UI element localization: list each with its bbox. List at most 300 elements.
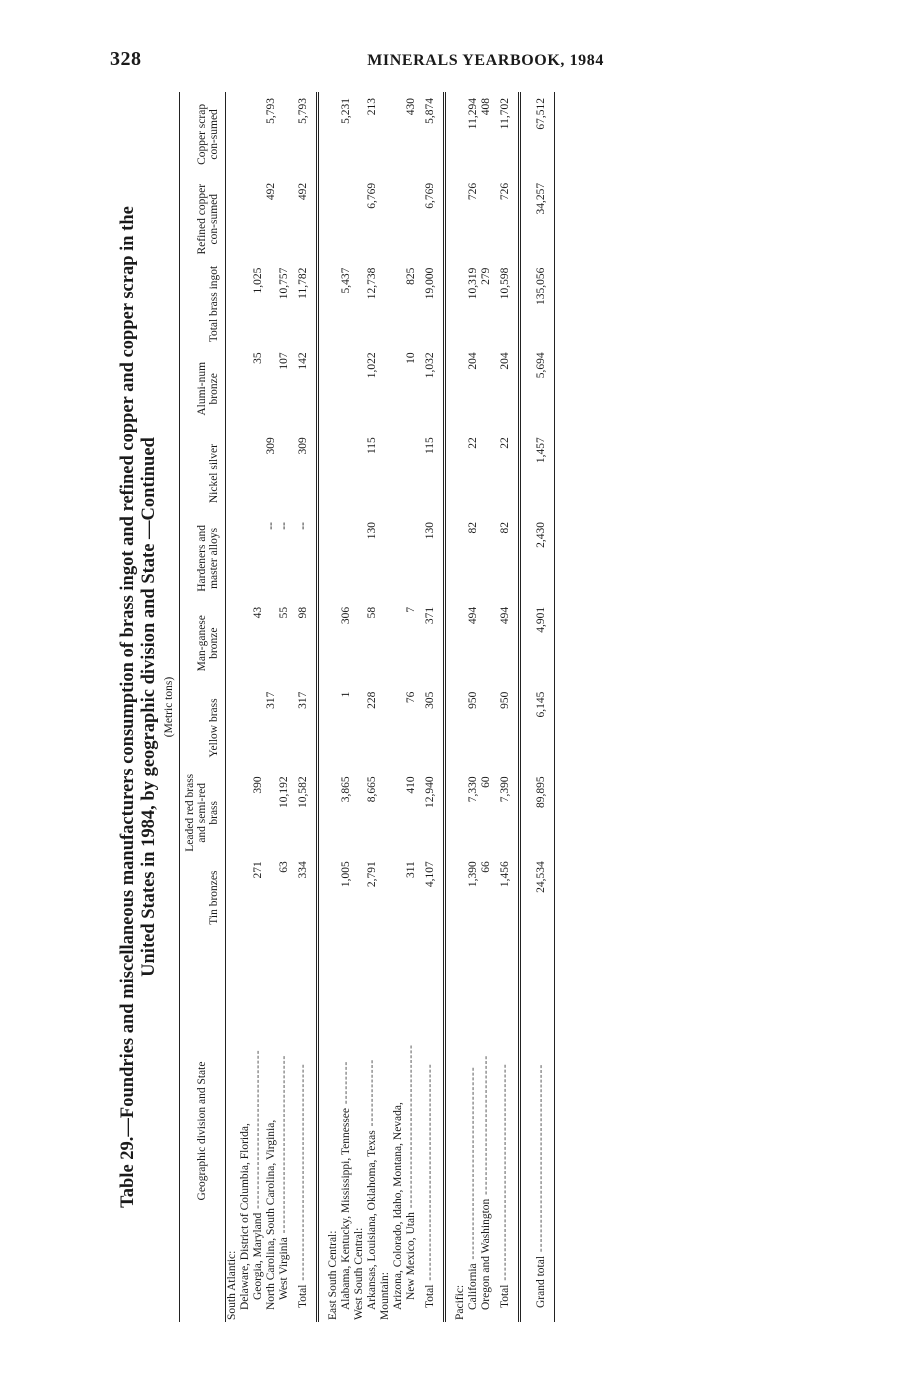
table-cell: 135,056 — [529, 262, 555, 347]
table-cell — [392, 770, 405, 855]
table-cell: 2,791 — [366, 861, 378, 888]
column-header: Copper scrap con-sumed — [180, 92, 226, 177]
table-cell — [340, 431, 353, 516]
table-cell: 1,025 — [252, 267, 264, 294]
column-header: Man-ganese bronze — [180, 601, 226, 686]
table-row — [353, 92, 366, 1322]
table-cell — [226, 92, 240, 177]
row-label-text: West South Central: — [353, 1227, 365, 1320]
table-cell — [392, 346, 405, 431]
table-cell — [327, 601, 340, 686]
row-label-text: California — [467, 1263, 479, 1310]
spacer-cell — [520, 516, 530, 601]
spacer-cell — [520, 855, 530, 940]
row-label-text: South Atlantic: — [226, 1250, 238, 1320]
table-cell — [239, 177, 252, 262]
table-cell: 130 — [418, 516, 445, 601]
table-cell — [278, 92, 291, 177]
table-cell — [239, 686, 252, 771]
spacer-cell — [318, 686, 328, 771]
table-cell — [239, 431, 252, 516]
row-label-text: Total — [297, 1284, 309, 1308]
spacer-cell — [445, 601, 455, 686]
table-cell — [340, 346, 353, 431]
table-cell: 55 — [278, 606, 290, 619]
dot-leader: --------------------------------- — [252, 1049, 264, 1213]
table-cell: 371 — [418, 601, 445, 686]
table-cell — [327, 770, 340, 855]
table-row — [366, 92, 379, 1322]
row-label — [379, 940, 392, 1322]
total-row — [493, 92, 520, 1322]
row-label-text: Arkansas, Louisiana, Oklahoma, Texas — [366, 1130, 378, 1310]
table-cell: 6,769 — [418, 177, 445, 262]
table-row — [340, 92, 353, 1322]
table-cell — [353, 177, 366, 262]
table-cell: 82 — [493, 516, 520, 601]
table-cell: 24,534 — [529, 855, 555, 940]
table-cell: 142 — [291, 346, 318, 431]
total-row — [529, 92, 555, 1322]
page-header — [110, 48, 604, 71]
row-label — [418, 940, 445, 1322]
dot-leader: ---------------------------------- — [405, 1044, 417, 1213]
table-cell: 89,895 — [529, 770, 555, 855]
table-cell: 130 — [366, 522, 378, 540]
table-cell — [265, 346, 278, 431]
row-label-text: Georgia, Maryland — [252, 1212, 264, 1300]
table-cell — [392, 516, 405, 601]
column-header: Alumi-num bronze — [180, 346, 226, 431]
table-body — [226, 92, 555, 1322]
table-cell: 2,430 — [529, 516, 555, 601]
table-cell: 10 — [405, 352, 417, 364]
table-cell — [379, 262, 392, 347]
table-cell: 5,793 — [265, 98, 277, 124]
table-cell — [327, 686, 340, 771]
table-cell: 107 — [278, 352, 290, 370]
table-cell — [265, 770, 278, 855]
table-cell — [265, 262, 278, 347]
table-cell — [454, 516, 467, 601]
spacer-cell — [520, 940, 530, 1322]
spacer-cell — [318, 262, 328, 347]
row-label-text: New Mexico, Utah — [405, 1212, 417, 1300]
spacer-cell — [445, 346, 455, 431]
table-cell — [239, 516, 252, 601]
table-cell — [454, 601, 467, 686]
table-cell: 8,665 — [366, 776, 378, 803]
table-cell — [480, 346, 493, 431]
table-cell: 279 — [480, 267, 492, 285]
table-cell — [353, 770, 366, 855]
table-cell: 10,582 — [291, 770, 318, 855]
row-label-text: West Virginia — [278, 1237, 290, 1300]
table-cell: 317 — [265, 691, 277, 709]
table-cell — [327, 346, 340, 431]
table-cell — [226, 686, 240, 771]
table-cell — [265, 601, 278, 686]
table-cell — [252, 92, 265, 177]
spacer-cell — [318, 92, 328, 177]
table-cell: 34,257 — [529, 177, 555, 262]
table-cell — [226, 770, 240, 855]
table-cell — [340, 177, 353, 262]
table-cell: 317 — [291, 686, 318, 771]
table-cell — [226, 431, 240, 516]
table-cell — [392, 262, 405, 347]
table-cell — [278, 177, 291, 262]
spacer-row — [520, 92, 530, 1322]
column-header: Geographic division and State — [180, 940, 226, 1322]
table-caption — [118, 92, 175, 1322]
table-cell: 494 — [467, 606, 479, 625]
column-header: Nickel silver — [180, 431, 226, 516]
spacer-cell — [520, 431, 530, 516]
table-cell — [239, 92, 252, 177]
table-cell — [340, 516, 353, 601]
table-cell — [278, 431, 291, 516]
spacer-cell — [445, 262, 455, 347]
table-cell: 1,457 — [529, 431, 555, 516]
table-cell: -- — [265, 522, 277, 530]
table-cell: 213 — [366, 98, 378, 116]
row-label-text: Total — [499, 1284, 511, 1308]
row-label-text: Mountain: — [379, 1272, 391, 1320]
table-cell: 12,738 — [366, 267, 378, 300]
row-label — [493, 940, 520, 1322]
table-cell — [480, 516, 493, 601]
column-header: Leaded red brass and semi-red brass — [180, 770, 226, 855]
table-cell — [327, 262, 340, 347]
table-cell: 10,598 — [493, 262, 520, 347]
table-cell — [353, 516, 366, 601]
table-cell: 115 — [418, 431, 445, 516]
total-row — [418, 92, 445, 1322]
table-cell — [278, 686, 291, 771]
table-cell: 7 — [405, 606, 417, 613]
table-cell: 22 — [493, 431, 520, 516]
table-cell — [379, 601, 392, 686]
table-cell: 950 — [493, 686, 520, 771]
spacer-row — [445, 92, 455, 1322]
spacer-cell — [520, 346, 530, 431]
table-cell: 11,782 — [291, 262, 318, 347]
table-cell: 410 — [405, 776, 417, 794]
spacer-row — [318, 92, 328, 1322]
table-cell: 271 — [252, 861, 264, 879]
table-row — [278, 92, 291, 1322]
table-cell — [353, 431, 366, 516]
table-row — [480, 92, 493, 1322]
row-label-text: Arizona, Colorado, Idaho, Montana, Nevada, — [392, 1102, 404, 1310]
row-label — [239, 940, 252, 1322]
table-cell: 228 — [366, 691, 378, 709]
spacer-cell — [318, 855, 328, 940]
table-cell: 5,793 — [291, 92, 318, 177]
table-cell — [239, 855, 252, 940]
table-cell: 306 — [340, 606, 352, 625]
table-cell: 19,000 — [418, 262, 445, 347]
table-cell: 63 — [278, 861, 290, 873]
table-cell — [353, 601, 366, 686]
row-label-text: Oregon and Washington — [480, 1198, 492, 1310]
table-unit: (Metric tons) — [163, 676, 175, 738]
table-cell — [392, 92, 405, 177]
table-cell — [480, 601, 493, 686]
table-cell — [379, 855, 392, 940]
spacer-cell — [520, 92, 530, 177]
row-label-text: Pacific: — [454, 1284, 466, 1320]
table-cell: 311 — [405, 861, 417, 879]
table-cell: 204 — [467, 352, 479, 370]
table-cell: 4,901 — [529, 601, 555, 686]
running-head: MINERALS YEARBOOK, 1984 — [367, 52, 604, 69]
table-cell: 1,022 — [366, 352, 378, 379]
table-header-row — [180, 92, 226, 1322]
row-label-text: North Carolina, South Carolina, Virginia, — [265, 1119, 277, 1310]
table-cell: 76 — [405, 691, 417, 704]
spacer-cell — [445, 686, 455, 771]
table-cell — [239, 770, 252, 855]
dot-leader: --------------------------------------------- — [424, 1063, 436, 1285]
spacer-cell — [445, 177, 455, 262]
table-row — [379, 92, 392, 1322]
table-cell: 10,757 — [278, 267, 290, 300]
table-cell — [454, 262, 467, 347]
table-row — [239, 92, 252, 1322]
row-label — [405, 940, 418, 1322]
table-cell — [392, 601, 405, 686]
table-row — [392, 92, 405, 1322]
table-cell: 115 — [366, 437, 378, 455]
row-label-text: Grand total — [535, 1255, 547, 1308]
spacer-cell — [318, 601, 328, 686]
row-label — [480, 940, 493, 1322]
column-header: Refined copper con-sumed — [180, 177, 226, 262]
row-label-text: Delaware, District of Columbia, Florida, — [239, 1123, 251, 1310]
table-cell — [392, 177, 405, 262]
table-title: Table 29.—Foundries and miscellaneous manufacturers consumption of brass ingot and refined copper and copper scrap in the United States in 1984, by geographic division and State —Continued — [118, 206, 159, 1208]
table-cell — [265, 855, 278, 940]
table-cell: 98 — [291, 601, 318, 686]
table-cell — [454, 686, 467, 771]
table-cell — [239, 262, 252, 347]
table-cell — [327, 431, 340, 516]
spacer-cell — [318, 940, 328, 1322]
row-label — [265, 940, 278, 1322]
table-cell — [226, 346, 240, 431]
column-header: Total brass ingot — [180, 262, 226, 347]
row-label — [278, 940, 291, 1322]
table-cell — [480, 431, 493, 516]
row-label — [366, 940, 379, 1322]
table-cell: 726 — [467, 182, 479, 201]
column-header: Yellow brass — [180, 686, 226, 771]
table-cell: 334 — [291, 855, 318, 940]
table-cell: 12,940 — [418, 770, 445, 855]
spacer-cell — [445, 940, 455, 1322]
table-cell — [405, 177, 418, 262]
spacer-cell — [318, 770, 328, 855]
table-cell — [226, 516, 240, 601]
table-cell: 305 — [418, 686, 445, 771]
table-cell — [379, 346, 392, 431]
spacer-cell — [520, 686, 530, 771]
table-cell: 11,702 — [493, 92, 520, 177]
rotated-table-block — [118, 92, 608, 1322]
table-cell: 1 — [340, 691, 352, 698]
table-cell: 7,330 — [467, 776, 479, 803]
spacer-cell — [445, 431, 455, 516]
dot-leader: --------------------------------------------- — [297, 1063, 309, 1285]
spacer-cell — [520, 262, 530, 347]
dot-leader: ------------------------------------- — [278, 1054, 290, 1238]
table-cell: 825 — [405, 267, 417, 285]
table-cell — [239, 601, 252, 686]
table-cell: 390 — [252, 776, 264, 794]
table-cell — [454, 177, 467, 262]
table-cell: 726 — [493, 177, 520, 262]
table-cell: 204 — [493, 346, 520, 431]
table-cell — [392, 431, 405, 516]
table-cell — [252, 431, 265, 516]
table-cell: 11,294 — [467, 98, 479, 130]
table-cell: 5,231 — [340, 98, 352, 124]
table-cell — [327, 177, 340, 262]
table-cell — [252, 516, 265, 601]
dot-leader: --------------------------------------------- — [499, 1063, 511, 1285]
table-cell — [392, 855, 405, 940]
spacer-cell — [445, 92, 455, 177]
table-cell: 492 — [265, 182, 277, 201]
table-cell — [226, 177, 240, 262]
table-cell: 1,005 — [340, 861, 352, 888]
dot-leader: -------------- — [366, 1058, 378, 1131]
table-cell: 7,390 — [493, 770, 520, 855]
table-cell: 494 — [493, 601, 520, 686]
row-label — [353, 940, 366, 1322]
table-cell — [454, 770, 467, 855]
table-row — [327, 92, 340, 1322]
table-cell: 60 — [480, 776, 492, 788]
table-cell — [252, 686, 265, 771]
spacer-cell — [318, 346, 328, 431]
table-cell: 43 — [252, 606, 264, 619]
table-cell — [327, 516, 340, 601]
table-cell: 35 — [252, 352, 264, 364]
table-row — [454, 92, 467, 1322]
consumption-table — [179, 92, 555, 1322]
table-cell — [239, 346, 252, 431]
table-cell: 950 — [467, 691, 479, 709]
table-cell — [405, 516, 418, 601]
row-label — [467, 940, 480, 1322]
dot-leader: ---------------------------------------- — [467, 1066, 479, 1264]
spacer-cell — [520, 770, 530, 855]
table-cell: 6,769 — [366, 182, 378, 209]
table-cell: 1,032 — [418, 346, 445, 431]
table-row — [405, 92, 418, 1322]
row-label-text: Alabama, Kentucky, Mississippi, Tennessee — [340, 1107, 352, 1310]
table-cell: 58 — [366, 606, 378, 619]
table-row — [265, 92, 278, 1322]
table-cell: 66 — [480, 861, 492, 873]
table-cell: 492 — [291, 177, 318, 262]
row-label — [340, 940, 353, 1322]
table-cell: 82 — [467, 522, 479, 534]
table-cell — [353, 262, 366, 347]
table-row — [252, 92, 265, 1322]
table-cell: 1,390 — [467, 861, 479, 888]
dot-leader: --------------------------------------- — [535, 1063, 547, 1256]
table-cell: 6,145 — [529, 686, 555, 771]
row-label — [327, 940, 340, 1322]
table-cell: 22 — [467, 437, 479, 449]
spacer-cell — [520, 177, 530, 262]
table-cell: 3,865 — [340, 776, 352, 803]
table-cell: 5,874 — [418, 92, 445, 177]
table-cell — [454, 346, 467, 431]
table-cell: -- — [278, 522, 290, 530]
dot-leader: --------- — [340, 1060, 352, 1108]
table-cell: 10,192 — [278, 776, 290, 809]
row-label-text: East South Central: — [327, 1230, 339, 1320]
spacer-cell — [445, 770, 455, 855]
table-cell: 309 — [265, 437, 277, 455]
row-label — [291, 940, 318, 1322]
table-cell — [353, 92, 366, 177]
table-cell — [480, 177, 493, 262]
table-row — [226, 92, 240, 1322]
column-header: Tin bronzes — [180, 855, 226, 940]
table-cell: -- — [291, 516, 318, 601]
table-cell: 67,512 — [529, 92, 555, 177]
table-cell — [454, 855, 467, 940]
table-cell: 5,437 — [340, 267, 352, 294]
spacer-cell — [445, 855, 455, 940]
table-cell — [379, 92, 392, 177]
table-cell — [405, 431, 418, 516]
table-cell: 309 — [291, 431, 318, 516]
table-cell — [327, 855, 340, 940]
table-cell: 5,694 — [529, 346, 555, 431]
table-cell: 430 — [405, 98, 417, 116]
total-row — [291, 92, 318, 1322]
table-cell — [379, 686, 392, 771]
table-row — [467, 92, 480, 1322]
row-label — [392, 940, 405, 1322]
table-cell: 1,456 — [493, 855, 520, 940]
table-cell — [353, 855, 366, 940]
table-cell: 4,107 — [418, 855, 445, 940]
spacer-cell — [445, 516, 455, 601]
table-cell — [353, 686, 366, 771]
column-header: Hardeners and master alloys — [180, 516, 226, 601]
table-cell — [454, 92, 467, 177]
table-cell — [327, 92, 340, 177]
table-cell — [226, 601, 240, 686]
spacer-cell — [318, 516, 328, 601]
row-label — [529, 940, 555, 1322]
table-cell — [226, 262, 240, 347]
table-cell — [379, 516, 392, 601]
table-cell: 408 — [480, 98, 492, 116]
table-cell — [353, 346, 366, 431]
page-number: 328 — [110, 48, 142, 70]
table-cell — [379, 770, 392, 855]
spacer-cell — [520, 601, 530, 686]
